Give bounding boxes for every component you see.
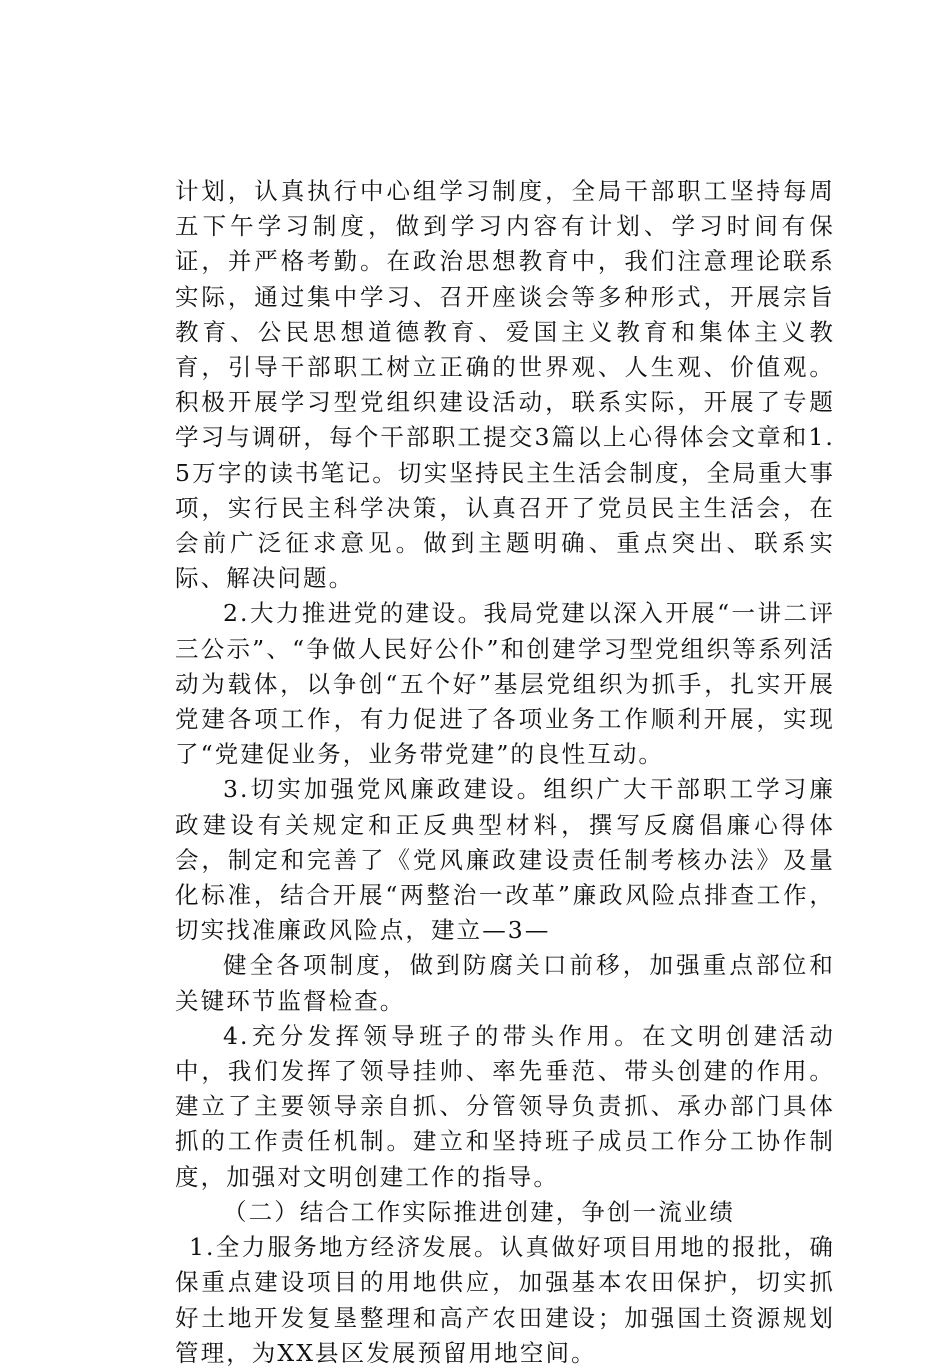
- paragraph-leadership-role: 4.充分发挥领导班子的带头作用。在文明创建活动中，我们发挥了领导挂帅、率先垂范、带头创建的作用。建立了主要领导亲自抓、分管领导负责抓、承办部门具体抓的工作责任机制。建立和坚持班子成员工作分工协作制度，加强对文明创建工作的指导。: [175, 1021, 835, 1191]
- paragraph-clean-government: 3.切实加强党风廉政建设。组织广大干部职工学习廉政建设有关规定和正反典型材料，撰写反腐倡廉心得体会，制定和完善了《党风廉政建设责任制考核办法》及量化标准，结合开展“两整治一改革”廉政风险点排查工作，切实找准廉政风险点，建立—3—: [175, 775, 835, 945]
- document-body: [175, 174, 835, 1371]
- paragraph-serve-local-economy: 1.全力服务地方经济发展。认真做好项目用地的报批，确保重点建设项目的用地供应，加强基本农田保护，切实抓好土地开发复垦整理和高产农田建设；加强国土资源规划管理，为XX县区发展预留用地空间。: [175, 1233, 835, 1367]
- paragraph-study-system: 计划，认真执行中心组学习制度，全局干部职工坚持每周五下午学习制度，做到学习内容有计划、学习时间有保证，并严格考勤。在政治思想教育中，我们注意理论联系实际，通过集中学习、召开座谈会等多种形式，开展宗旨教育、公民思想道德教育、爱国主义教育和集体主义教育，引导干部职工树立正确的世界观、人生观、价值观。积极开展学习型党组织建设活动，联系实际，开展了专题学习与调研，每个干部职工提交3篇以上心得体会文章和1.5万字的读书笔记。切实坚持民主生活会制度，全局重大事项，实行民主科学决策，认真召开了党员民主生活会，在会前广泛征求意见。做到主题明确、重点突出、联系实际、解决问题。: [175, 177, 835, 593]
- paragraph-continued-after-page-break: 健全各项制度，做到防腐关口前移，加强重点部位和关键环节监督检查。: [175, 951, 835, 1015]
- paragraph-party-building: 2.大力推进党的建设。我局党建以深入开展“一讲二评三公示”、“争做人民好公仆”和创建学习型党组织等系列活动为载体，以争创“五个好”基层党组织为抓手，扎实开展党建各项工作，有力促进了各项业务工作顺利开展，实现了“党建促业务，业务带党建”的良性互动。: [175, 599, 835, 769]
- section-heading-two: （二）结合工作实际推进创建，争创一流业绩: [223, 1197, 735, 1226]
